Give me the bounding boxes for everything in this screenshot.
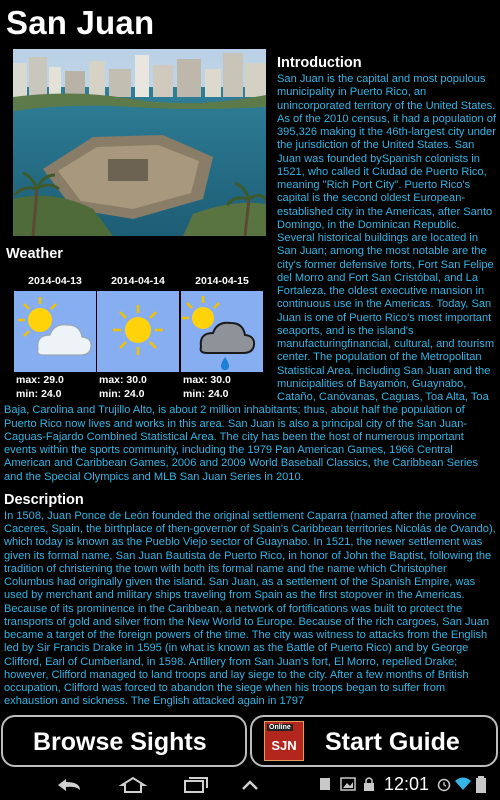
picture-icon [340,776,356,792]
weather-max: max: 29.0 [16,374,64,386]
recent-apps-icon[interactable] [180,776,210,794]
system-navigation-bar [0,770,500,800]
start-guide-label: Start Guide [325,728,460,756]
alarm-icon [436,776,452,792]
status-clock: 12:01 [384,774,430,794]
weather-date: 2014-04-13 [28,275,82,287]
start-guide-button[interactable] [250,715,498,767]
description-text: In 1508, Juan Ponce de León founded the original settlement Caparra (named after the province Caceres, Spain, the birthplace of then-governor of Spain's Caribbean territories Nicolás de Ovando), which today is known as the Pueblo Viejo sector of Guaynabo. In 1521, the newer settlement was given its formal name, San Juan Bautista de Puerto Rico, in honor of John the Baptist, following the tradition of christening the town with both its formal name and the name which Christopher Columbus had originally given the island. San Juan, as a settlement of the Spanish Empire, was used by merchant and military ships traveling from Spain as the first stopover in the Americas. Because of its prominence in the Caribbean, a network of fortifications was built to protect the transports of gold and silver from the New World to Europe. Because of the rich cargoes, San Juan became a target of the foreign powers of the time. The city was witness to attacks from the English led by Sir Francis Drake in 1595 (in what is known as the Battle of Puerto Rico) and by George Clifford, Earl of Cumberland, in 1598. Artillery from San Juan's fort, El Morro, repelled Drake; however, Clifford managed to land troops and lay siege to the city. After a few months of British occupation, Clifford was forced to abandon the siege when his troops began to suffer from exhaustion and sickness. The English attacked again in 1797 [4,509,496,708]
weather-min: min: 24.0 [183,387,229,400]
description-heading: Description [4,491,84,508]
weather-max: max: 30.0 [183,374,231,386]
intro-heading: Introduction [277,55,362,71]
weather-min: min: 24.0 [16,387,62,400]
chevron-up-icon[interactable] [240,776,260,794]
weather-date: 2014-04-14 [111,275,165,287]
lock-icon [361,776,377,792]
home-icon[interactable] [118,776,148,794]
intro-text: San Juan is the capital and most populous municipality in Puerto Rico, an unincorporated territory of the United States. As of the 2010 census, it had a population of 395,326 making it the 46th-largest city under the jurisdiction of the United States. San Juan was founded bySpanish colonists in 1521, who called it Ciudad de Puerto Rico, meaning "Rich Port City". Puerto Rico's capital is the second oldest European-established city in the Americas, after Santo Domingo, in the Dominican Republic. Several historical buildings are located in San Juan; among the most notable are the city's former defensive forts, Fort San Felipe del Morro and Fort San Cristóbal, and La Fortaleza, the oldest executive mansion in continuous use in the Americas. Today, San Juan is one of Puerto Rico's most important seaports, and is the island's manufacturingfinancial, cultural, and tourism center. The population of the Metropolitan Statistical Area, including San Juan and the municipalities of Bayamón, Guaynabo, Cataño, Canóvanas, Caguas, Toa Alta, Toa Baja, Carolina and Trujillo Alto, is about 2 million inhabitants; thus, about half the population of Puerto Rico now lives and works in this area. San Juan is also a principal city of the San Juan-Caguas-Fajardo Combined Statistical Area. The city has been the host of numerous important events within the sports community, including the 1979 Pan American Games, 1966 Central American and Caribbean Games, 2006 and 2009 World Baseball Classics, the Caribbean Series and the Special Olympics and MLB San Juan Series in 2010. [4,73,496,483]
browse-sights-button[interactable] [1,715,247,767]
weather-max: max: 30.0 [99,374,147,386]
notification-icon [318,776,332,792]
weather-min: min: 24.0 [99,387,145,400]
weather-heading: Weather [6,246,63,262]
content-scroll-area[interactable] [4,73,497,714]
wifi-icon [454,776,472,792]
battery-icon [475,776,487,794]
weather-date: 2014-04-15 [195,275,249,287]
app-logo-tag: Online [269,724,291,731]
browse-sights-label: Browse Sights [33,728,207,756]
back-icon[interactable] [54,776,84,794]
app-logo-text: SJN [271,738,297,753]
app-logo [264,721,304,761]
city-title: San Juan [6,4,155,41]
